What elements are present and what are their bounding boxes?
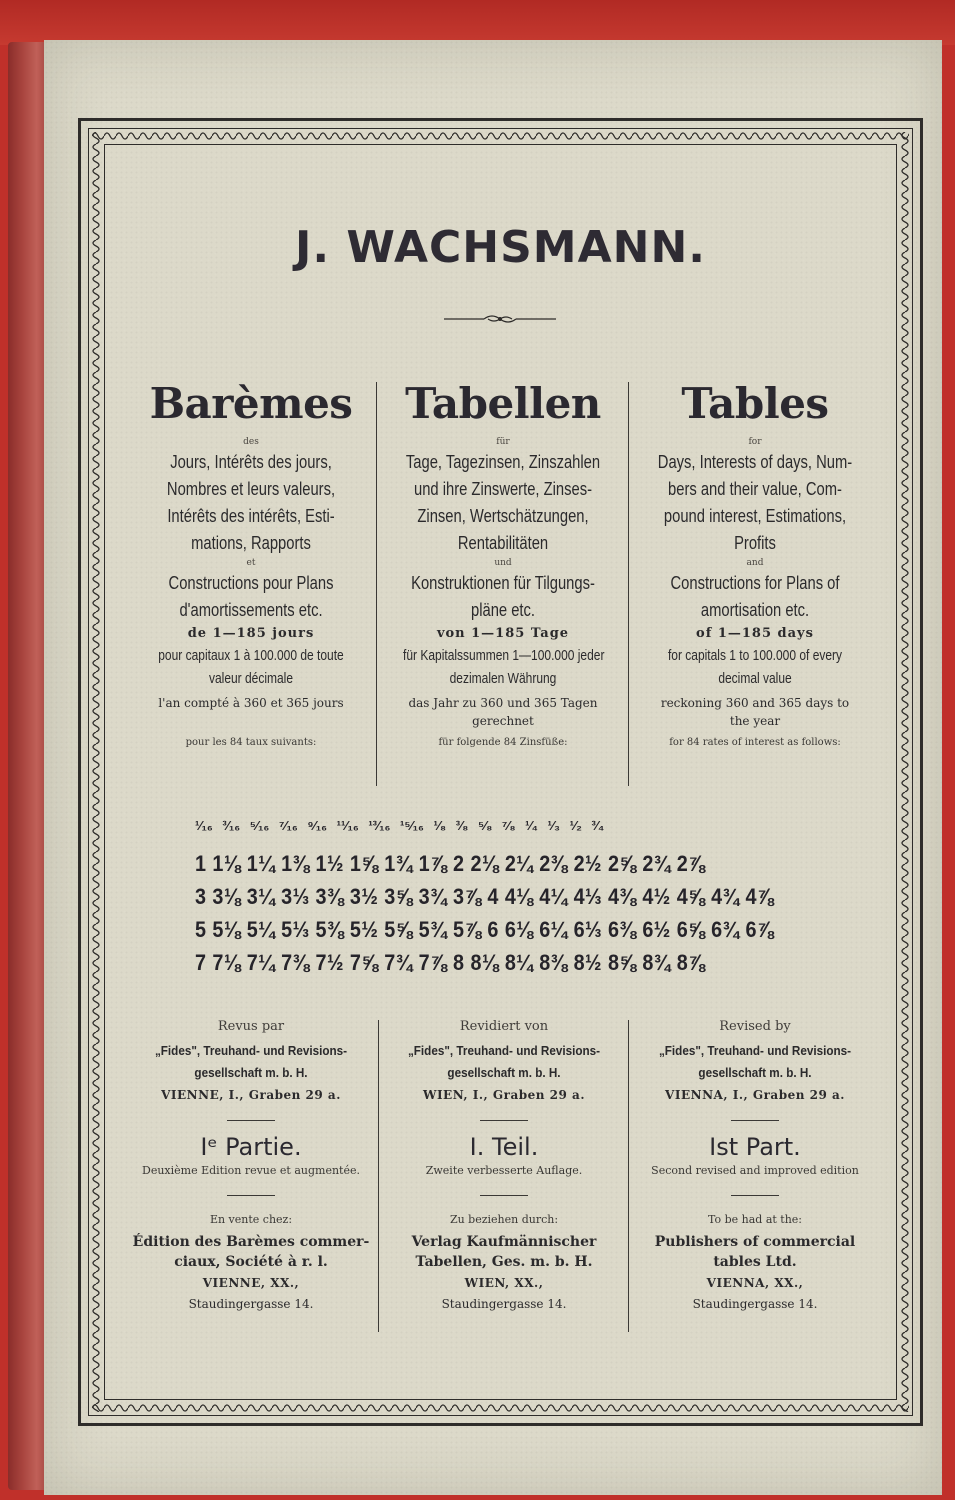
- revised-firm: „Fides", Treuhand- und Revisions-: [658, 1043, 852, 1058]
- column-french: [126, 378, 376, 750]
- revised-address: VIENNE, I., Graben 29 a.: [161, 1088, 341, 1102]
- part-title: Ist Part.: [709, 1133, 801, 1161]
- heading-french: Barèmes: [149, 379, 353, 428]
- subject-line: Constructions pour Plans: [168, 573, 334, 593]
- year-line: das Jahr zu 360 und 365 Tagen: [408, 696, 598, 710]
- subject-line: pound interest, Estimations,: [663, 506, 847, 526]
- rates-row-3: 5 5⅛ 5¼ 5⅓ 5⅜ 5½ 5⅝ 5¾ 5⅞ 6 6⅛ 6¼ 6⅓ 6⅜ 6½ 6⅝ 6¾ 6⅞: [195, 917, 774, 942]
- subject-line: Tage, Tagezinsen, Zinszahlen: [405, 452, 601, 472]
- day-range: de 1—185 jours: [187, 626, 315, 641]
- background-table: [0, 0, 955, 45]
- publisher-street: Staudingergasse 14.: [441, 1297, 567, 1311]
- year-line: l'an compté à 360 et 365 jours: [158, 696, 344, 710]
- column-divider-2: [628, 382, 629, 786]
- subject-line: Konstruktionen für Tilgungs-: [411, 573, 595, 593]
- capital-line: für Kapitalssummen 1—100.000 jeder: [403, 647, 605, 664]
- rates-intro: für folgende 84 Zinsfüße:: [438, 737, 568, 748]
- connector-et: et: [246, 558, 256, 568]
- section-german-lower: [380, 1018, 628, 1314]
- publisher-city: VIENNE, XX.,: [202, 1276, 300, 1290]
- revised-firm: gesellschaft m. b. H.: [447, 1065, 561, 1080]
- publisher-city: VIENNA, XX.,: [706, 1276, 804, 1290]
- column-divider-3: [378, 1020, 379, 1332]
- sale-label: Zu beziehen durch:: [449, 1213, 559, 1226]
- rates-row-1: 1 1⅛ 1¼ 1⅜ 1½ 1⅝ 1¾ 1⅞ 2 2⅛ 2¼ 2⅜ 2½ 2⅝ 2¾ 2⅞: [195, 851, 706, 876]
- subject-line: Jours, Intérêts des jours,: [170, 452, 332, 472]
- column-english: [630, 378, 880, 750]
- revised-firm: „Fides", Treuhand- und Revisions-: [154, 1043, 348, 1058]
- edition-note: Zweite verbesserte Auflage.: [425, 1164, 583, 1177]
- publisher-name: Édition des Barèmes commer-: [132, 1234, 370, 1250]
- wave-border-left: [90, 132, 102, 1412]
- publisher-street: Staudingergasse 14.: [692, 1297, 818, 1311]
- revised-label: Revised by: [719, 1019, 791, 1034]
- revised-label: Revidiert von: [459, 1019, 549, 1034]
- publisher-name: tables Ltd.: [713, 1254, 797, 1270]
- short-rule: [731, 1195, 779, 1196]
- rates-row-2: 3 3⅛ 3¼ 3⅓ 3⅜ 3½ 3⅝ 3¾ 3⅞ 4 4⅛ 4¼ 4⅓ 4⅜ 4½ 4⅝ 4¾ 4⅞: [195, 884, 774, 909]
- short-rule: [480, 1195, 528, 1196]
- section-english-lower: [630, 1018, 880, 1314]
- publisher-name: ciaux, Société à r. l.: [174, 1254, 328, 1270]
- day-range: of 1—185 days: [696, 626, 814, 641]
- connector-fur: für: [496, 437, 510, 447]
- heading-english: Tables: [681, 379, 829, 428]
- capital-line: decimal value: [718, 670, 792, 687]
- connector-und: und: [494, 558, 512, 568]
- publisher-name: Verlag Kaufmännischer: [411, 1234, 597, 1250]
- section-french-lower: [126, 1018, 376, 1314]
- capital-line: for capitals 1 to 100.000 of every: [667, 647, 843, 664]
- column-divider-1: [376, 382, 377, 786]
- connector-and: and: [746, 558, 764, 568]
- short-rule: [731, 1120, 779, 1121]
- publisher-street: Staudingergasse 14.: [188, 1297, 314, 1311]
- author-title: J. WACHSMANN.: [294, 222, 707, 273]
- subject-line: bers and their value, Com-: [668, 479, 842, 499]
- heading-german: Tabellen: [405, 379, 601, 428]
- rates-intro: for 84 rates of interest as follows:: [669, 737, 841, 748]
- publisher-name: Tabellen, Ges. m. b. H.: [415, 1254, 593, 1270]
- subject-line: Constructions for Plans of: [670, 573, 840, 593]
- revised-firm: gesellschaft m. b. H.: [194, 1065, 308, 1080]
- connector-for: for: [748, 437, 762, 447]
- sale-label: To be had at the:: [707, 1213, 803, 1226]
- capital-line: valeur décimale: [208, 670, 294, 687]
- rates-intro: pour les 84 taux suivants:: [185, 737, 317, 748]
- publisher-name: Publishers of commercial: [654, 1234, 856, 1250]
- rates-fractions: ¹⁄₁₆ ³⁄₁₆ ⁵⁄₁₆ ⁷⁄₁₆ ⁹⁄₁₆ ¹¹⁄₁₆ ¹³⁄₁₆ ¹⁵⁄₁₆ ¹⁄₈ ³⁄₈ ⁵⁄₈ ⁷⁄₈ ¹⁄₄ ¹⁄₃ ¹⁄₂ ³⁄₄: [195, 818, 605, 833]
- part-title: I. Teil.: [469, 1133, 539, 1161]
- year-line: gerechnet: [472, 714, 534, 728]
- subject-line: und ihre Zinswerte, Zinses-: [413, 479, 593, 499]
- subject-line: Intérêts des intérêts, Esti-: [167, 506, 335, 526]
- edition-note: Deuxième Edition revue et augmentée.: [142, 1164, 360, 1177]
- revised-firm: gesellschaft m. b. H.: [698, 1065, 812, 1080]
- subject-line: pläne etc.: [470, 600, 536, 620]
- revised-address: VIENNA, I., Graben 29 a.: [665, 1088, 845, 1102]
- subject-line: amortisation etc.: [700, 600, 810, 620]
- subject-line: Days, Interests of days, Num-: [657, 452, 853, 472]
- capital-line: dezimalen Währung: [449, 670, 557, 687]
- part-title: Iᵉ Partie.: [200, 1133, 302, 1161]
- revised-address: WIEN, I., Graben 29 a.: [422, 1088, 586, 1102]
- column-divider-4: [628, 1020, 629, 1332]
- subject-line: Profits: [734, 533, 776, 553]
- day-range: von 1—185 Tage: [436, 626, 570, 641]
- capital-line: pour capitaux 1 à 100.000 de toute: [158, 647, 344, 664]
- subject-line: d'amortissements etc.: [179, 600, 323, 620]
- publisher-city: WIEN, XX.,: [464, 1276, 544, 1290]
- short-rule: [227, 1195, 275, 1196]
- subject-line: Rentabilitäten: [457, 533, 549, 553]
- connector-des: des: [243, 437, 259, 447]
- title-ornament: [440, 311, 560, 327]
- wave-border-right: [899, 132, 911, 1412]
- rates-row-4: 7 7⅛ 7¼ 7⅜ 7½ 7⅝ 7¾ 7⅞ 8 8⅛ 8¼ 8⅜ 8½ 8⅝ 8¾ 8⅞: [195, 950, 706, 975]
- revised-firm: „Fides", Treuhand- und Revisions-: [407, 1043, 601, 1058]
- sale-label: En vente chez:: [209, 1213, 293, 1226]
- edition-note: Second revised and improved edition: [651, 1164, 859, 1177]
- short-rule: [480, 1120, 528, 1121]
- wave-border-bottom: [92, 1402, 909, 1414]
- short-rule: [227, 1120, 275, 1121]
- subject-line: Nombres et leurs valeurs,: [166, 479, 336, 499]
- revised-label: Revus par: [217, 1019, 285, 1034]
- wave-border-top: [92, 130, 909, 142]
- year-line: the year: [729, 714, 781, 728]
- column-german: [378, 378, 628, 750]
- subject-line: mations, Rapports: [191, 533, 311, 553]
- year-line: reckoning 360 and 365 days to: [660, 696, 850, 710]
- subject-line: Zinsen, Wertschätzungen,: [417, 506, 589, 526]
